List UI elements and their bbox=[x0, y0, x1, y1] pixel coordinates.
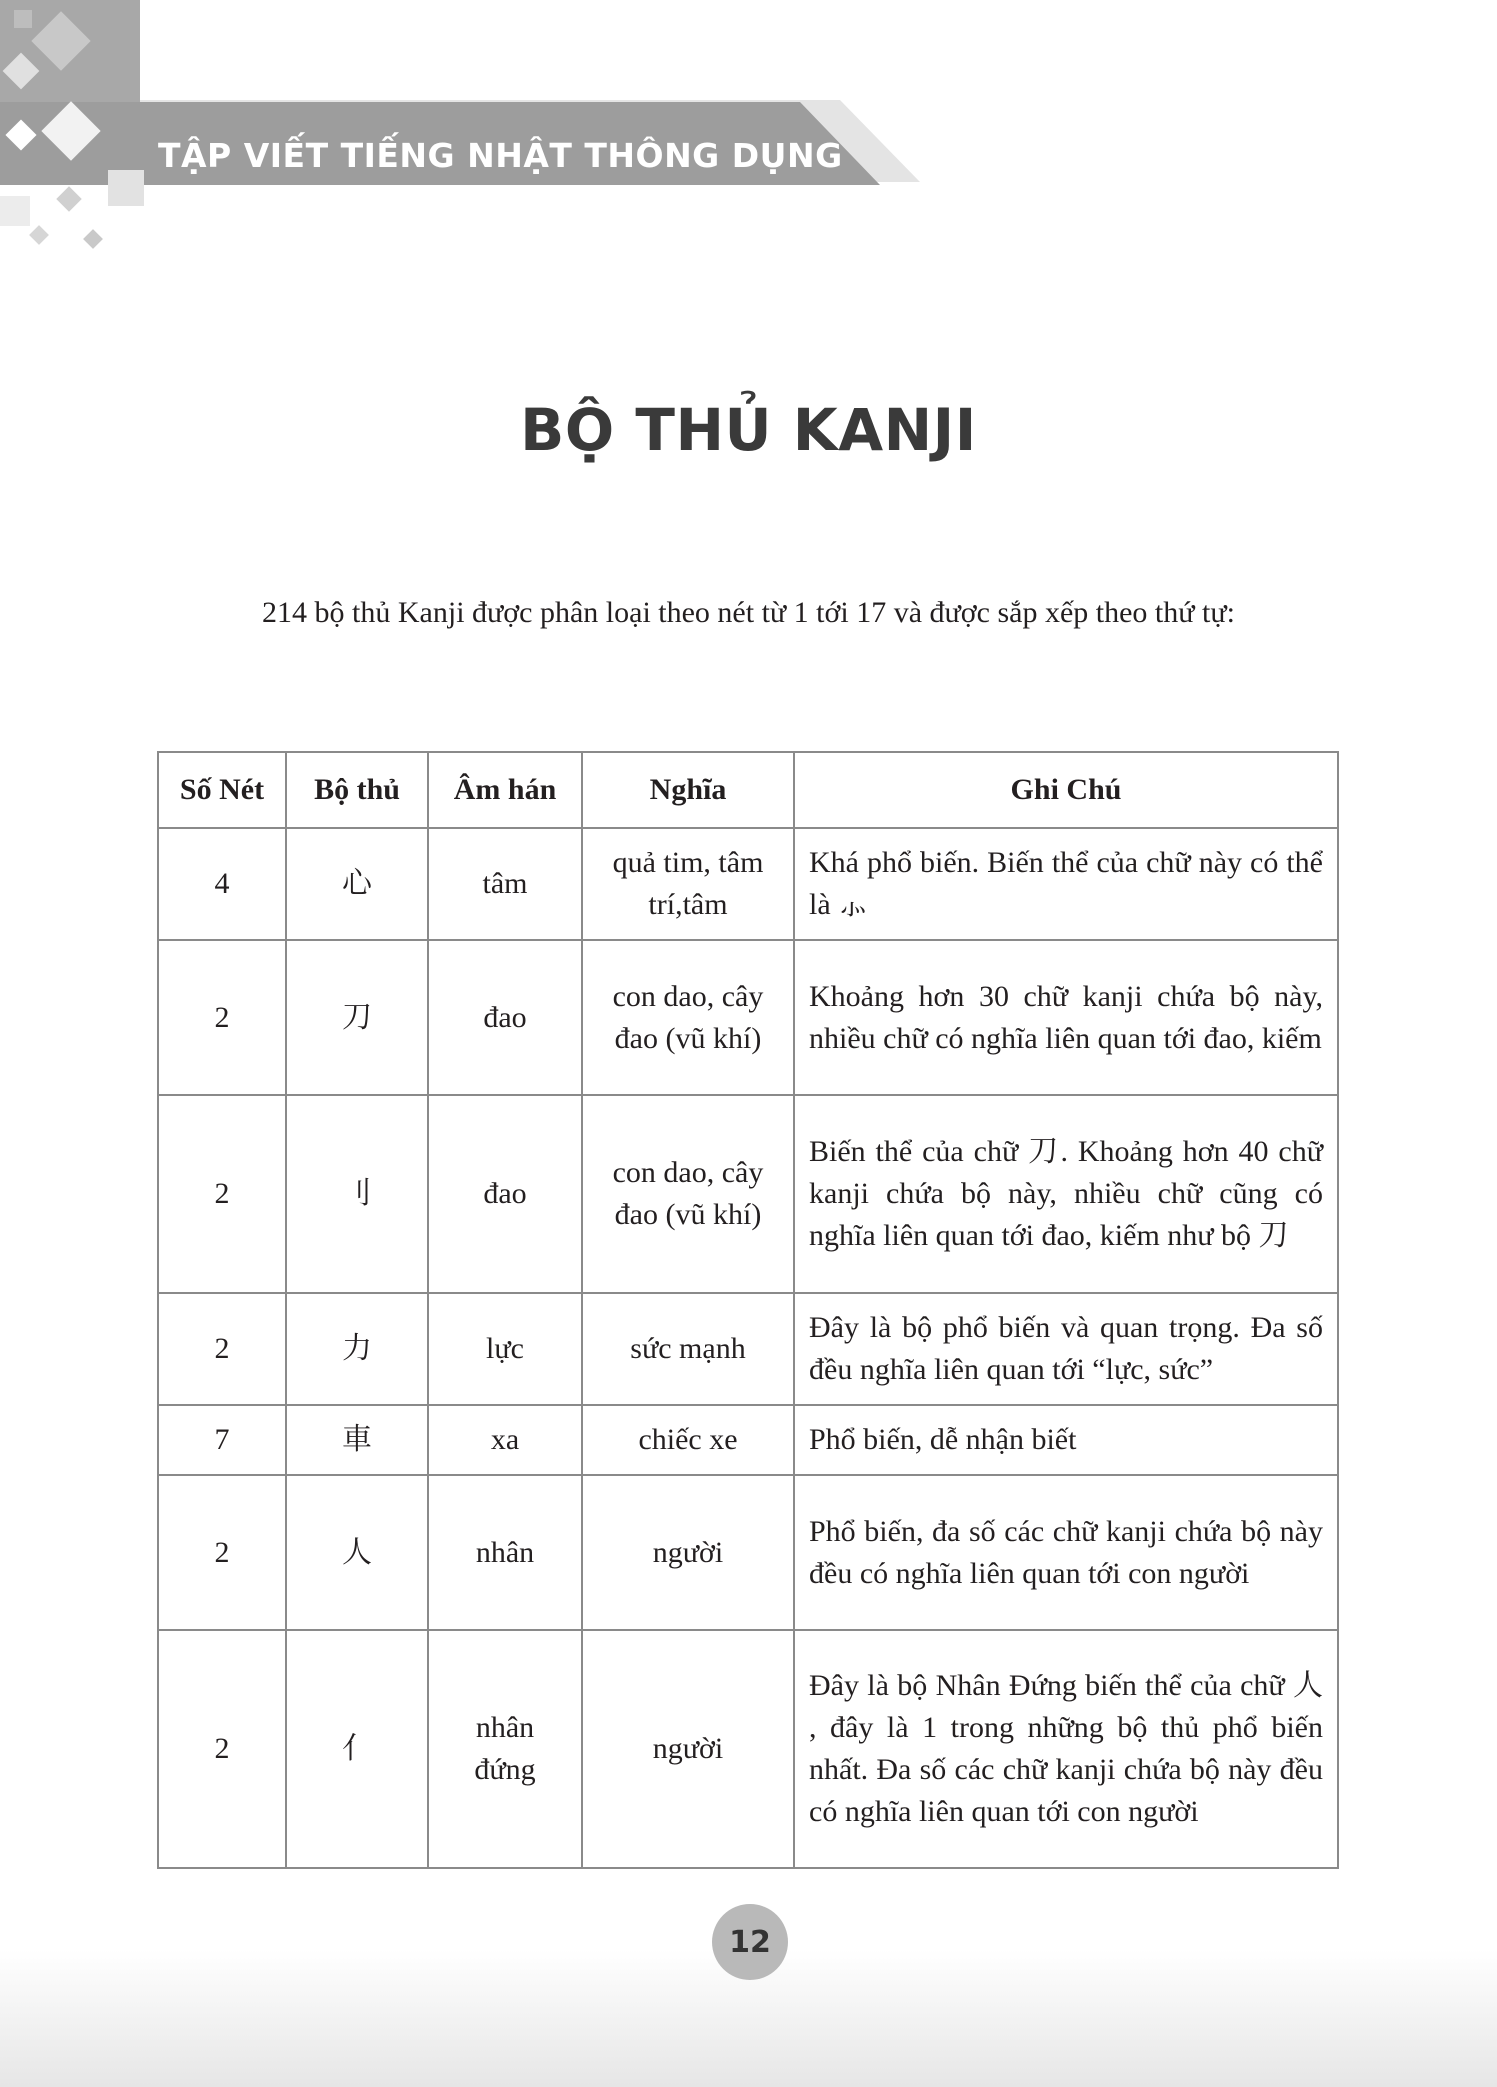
header-strokes: Số Nét bbox=[158, 752, 286, 828]
cell-reading: nhân bbox=[428, 1475, 582, 1630]
cell-strokes: 7 bbox=[158, 1405, 286, 1475]
header-banner bbox=[0, 0, 1497, 270]
table-row bbox=[158, 1095, 1338, 1293]
cell-note: Đây là bộ Nhân Đứng biến thể của chữ 人 , đây là 1 trong những bộ thủ phổ biến nhất. Đa số các chữ kanji chứa bộ này đều có nghĩa liên quan tới con người bbox=[794, 1630, 1338, 1868]
cell-note: Khoảng hơn 30 chữ kanji chứa bộ này, nhiều chữ có nghĩa liên quan tới đao, kiếm bbox=[794, 940, 1338, 1095]
cell-meaning: sức mạnh bbox=[582, 1293, 794, 1405]
cell-strokes: 2 bbox=[158, 1630, 286, 1868]
header-radical: Bộ thủ bbox=[286, 752, 428, 828]
header-reading: Âm hán bbox=[428, 752, 582, 828]
cell-strokes: 2 bbox=[158, 940, 286, 1095]
table-row bbox=[158, 1405, 1338, 1475]
cell-meaning: quả tim, tâm trí,tâm bbox=[582, 828, 794, 940]
cell-reading: đao bbox=[428, 940, 582, 1095]
cell-meaning: người bbox=[582, 1475, 794, 1630]
cell-reading: tâm bbox=[428, 828, 582, 940]
cell-note: Biến thể của chữ 刀. Khoảng hơn 40 chữ kanji chứa bộ này, nhiều chữ cũng có nghĩa liên quan tới đao, kiếm như bộ 刀 bbox=[794, 1095, 1338, 1293]
cell-meaning: người bbox=[582, 1630, 794, 1868]
header-title: TẬP VIẾT TIẾNG NHẬT THÔNG DỤNG bbox=[158, 136, 843, 175]
table-row bbox=[158, 1293, 1338, 1405]
radicals-table bbox=[157, 751, 1339, 1869]
table-header-row bbox=[158, 752, 1338, 828]
banner-graphic bbox=[0, 0, 1497, 270]
cell-meaning: con dao, cây đao (vũ khí) bbox=[582, 1095, 794, 1293]
header-note: Ghi Chú bbox=[794, 752, 1338, 828]
cell-note: Phổ biến, dễ nhận biết bbox=[794, 1405, 1338, 1475]
cell-radical: 心 bbox=[286, 828, 428, 940]
intro-text: 214 bộ thủ Kanji được phân loại theo nét từ 1 tới 17 và được sắp xếp theo thứ tự: bbox=[262, 596, 1235, 629]
cell-radical: 亻 bbox=[286, 1630, 428, 1868]
cell-radical: 人 bbox=[286, 1475, 428, 1630]
table-row bbox=[158, 940, 1338, 1095]
cell-reading: xa bbox=[428, 1405, 582, 1475]
cell-reading: đao bbox=[428, 1095, 582, 1293]
cell-radical: 力 bbox=[286, 1293, 428, 1405]
cell-meaning: con dao, cây đao (vũ khí) bbox=[582, 940, 794, 1095]
header-meaning: Nghĩa bbox=[582, 752, 794, 828]
page-number: 12 bbox=[712, 1904, 788, 1980]
cell-strokes: 2 bbox=[158, 1293, 286, 1405]
cell-note: Đây là bộ phổ biến và quan trọng. Đa số đều nghĩa liên quan tới “lực, sức” bbox=[794, 1293, 1338, 1405]
cell-reading: nhân đứng bbox=[428, 1630, 582, 1868]
cell-note: Phổ biến, đa số các chữ kanji chứa bộ này đều có nghĩa liên quan tới con người bbox=[794, 1475, 1338, 1630]
table-row bbox=[158, 1630, 1338, 1868]
cell-note: Khá phổ biến. Biến thể của chữ này có thể là ⺗ bbox=[794, 828, 1338, 940]
cell-radical: 刀 bbox=[286, 940, 428, 1095]
table-row bbox=[158, 828, 1338, 940]
cell-meaning: chiếc xe bbox=[582, 1405, 794, 1475]
cell-radical: 刂 bbox=[286, 1095, 428, 1293]
cell-reading: lực bbox=[428, 1293, 582, 1405]
cell-radical: 車 bbox=[286, 1405, 428, 1475]
page-title: BỘ THỦ KANJI bbox=[520, 396, 977, 464]
cell-strokes: 2 bbox=[158, 1095, 286, 1293]
table-row bbox=[158, 1475, 1338, 1630]
cell-strokes: 4 bbox=[158, 828, 286, 940]
cell-strokes: 2 bbox=[158, 1475, 286, 1630]
